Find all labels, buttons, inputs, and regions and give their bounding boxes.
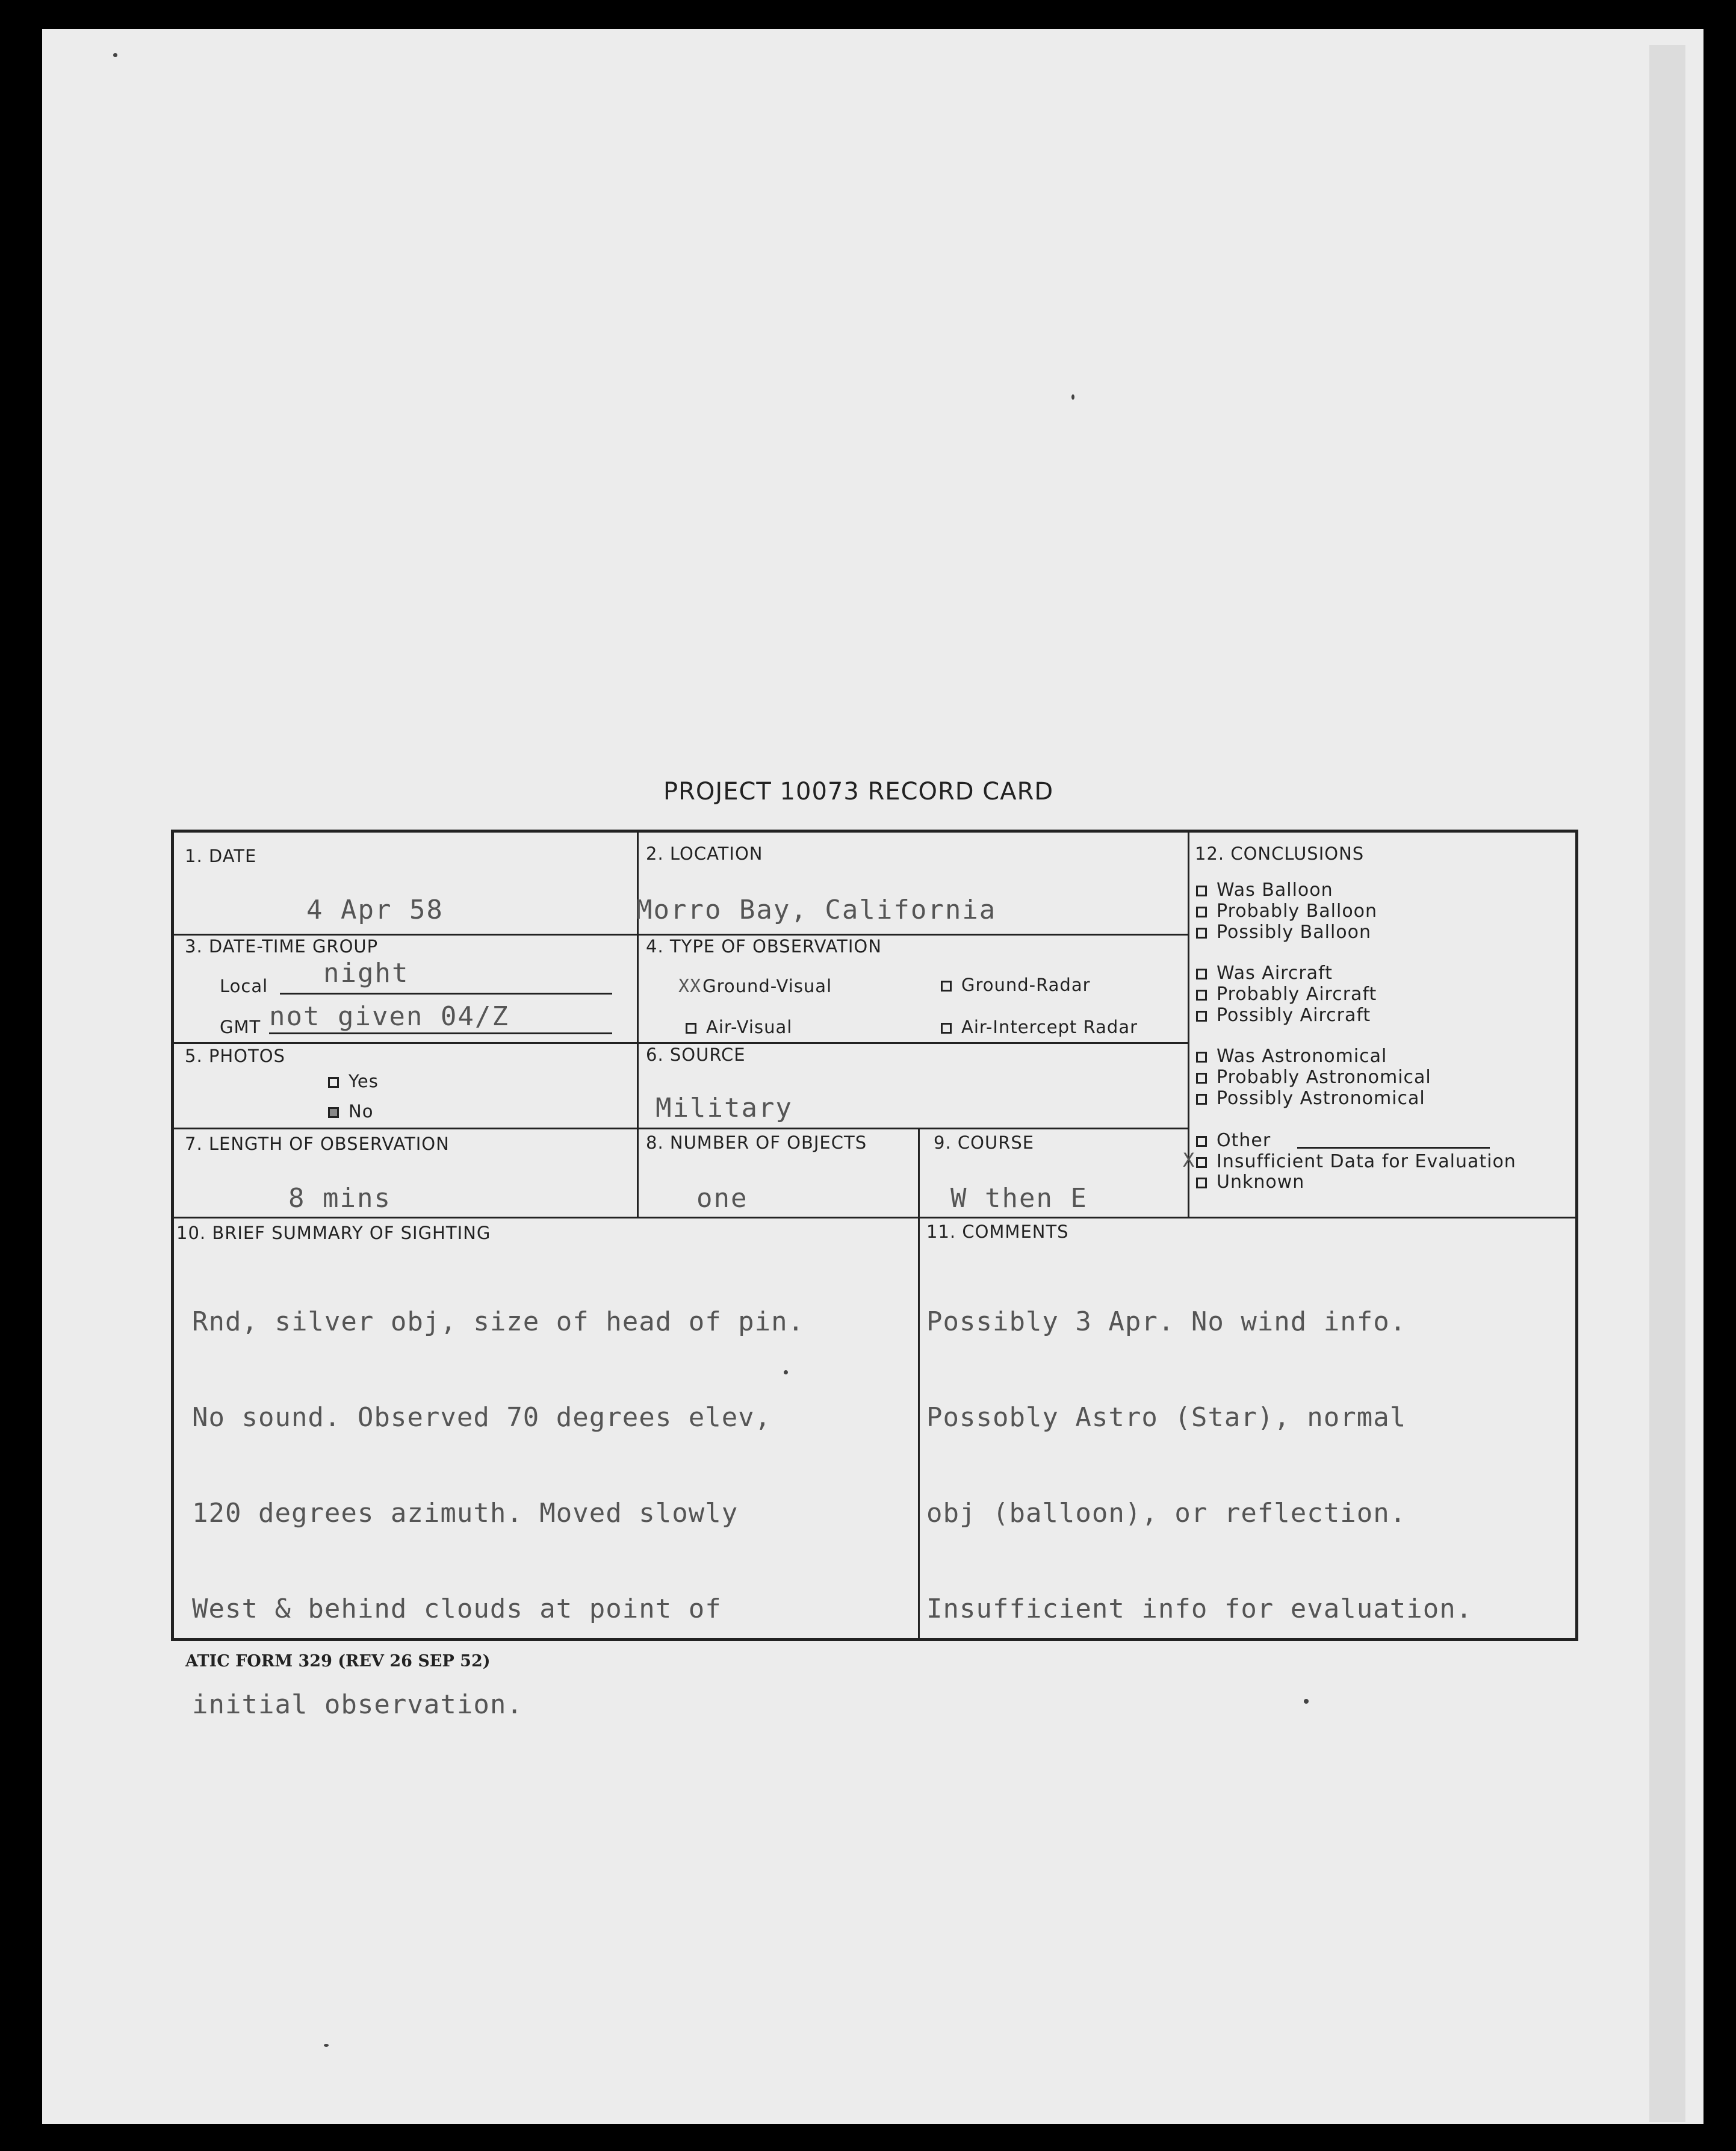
conclusion-label: Possibly Balloon [1217,922,1371,943]
summary-line: Rnd, silver obj, size of head of pin. [192,1306,805,1337]
checkbox-icon [686,1023,696,1034]
option-air-visual[interactable] [686,1017,792,1037]
conclusion-label: Possibly Astronomical [1217,1088,1425,1109]
course-label: 9. COURSE [934,1132,1035,1153]
source-label: 6. SOURCE [646,1044,746,1065]
location-value: Morro Bay, California [636,895,997,925]
checkbox-icon [1196,1052,1207,1063]
conclusion-label: Unknown [1217,1172,1305,1193]
date-value: 4 Apr 58 [306,895,444,925]
checkbox-icon [1196,990,1207,1001]
air-intercept-radar-label: Air-Intercept Radar [961,1017,1138,1037]
other-underline [1297,1147,1490,1149]
summary-line: West & behind clouds at point of [192,1594,722,1624]
option-ground-radar[interactable] [941,975,1091,995]
form-identifier: ATIC FORM 329 (REV 26 SEP 52) [185,1652,491,1671]
number-of-objects-value: one [696,1183,748,1214]
conclusion-probably-aircraft[interactable] [1196,984,1377,1005]
checkbox-icon [941,1023,952,1034]
dust-speck [324,2044,329,2047]
comment-line: obj (balloon), or reflection. [926,1498,1407,1529]
grid-line [174,1042,1188,1044]
course-value: W then E [950,1183,1088,1214]
summary-label: 10. BRIEF SUMMARY OF SIGHTING [176,1223,491,1243]
paper-edge-shadow [1649,45,1685,2122]
conclusion-probably-astronomical[interactable] [1196,1067,1431,1088]
checkbox-icon [1196,928,1207,939]
ground-radar-label: Ground-Radar [961,975,1091,995]
gmt-label: GMT [220,1017,261,1037]
summary-line: initial observation. [192,1689,523,1720]
conclusion-label: Was Astronomical [1217,1046,1387,1067]
conclusion-label: Other [1217,1130,1271,1151]
length-of-observation-value: 8 mins [288,1183,391,1214]
conclusion-unknown[interactable] [1196,1172,1304,1193]
conclusion-was-balloon[interactable] [1196,880,1333,901]
comments-label: 11. COMMENTS [926,1221,1069,1242]
grid-line [918,1128,920,1217]
conclusion-label: Was Balloon [1217,880,1333,901]
checkbox-icon [1196,1157,1207,1168]
ground-visual-label: Ground-Visual [702,976,832,996]
conclusion-label: Insufficient Data for Evaluation [1217,1151,1516,1172]
summary-text [192,1242,804,1784]
comment-line: Insufficient info for evaluation. [926,1594,1473,1624]
conclusion-was-aircraft[interactable] [1196,963,1333,984]
type-of-observation-label: 4. TYPE OF OBSERVATION [646,936,882,957]
number-of-objects-label: 8. NUMBER OF OBJECTS [646,1132,867,1153]
conclusions-label: 12. CONCLUSIONS [1195,843,1365,864]
conclusion-possibly-astronomical[interactable] [1196,1088,1425,1109]
checkbox-icon [1196,969,1207,979]
conclusion-insufficient-data[interactable] [1183,1149,1516,1172]
checkbox-icon [1196,1011,1207,1022]
air-visual-label: Air-Visual [706,1017,793,1037]
grid-line [174,1128,1188,1129]
source-value: Military [656,1093,793,1123]
grid-line [637,833,639,1217]
date-time-group-label: 3. DATE-TIME GROUP [185,936,379,957]
conclusion-label: Probably Astronomical [1217,1067,1431,1088]
conclusion-label: Possibly Aircraft [1217,1005,1371,1026]
conclusion-label: Was Aircraft [1217,963,1333,984]
conclusion-possibly-balloon[interactable] [1196,922,1371,943]
photos-yes-label: Yes [349,1071,379,1091]
comment-line: Possobly Astro (Star), normal [926,1402,1407,1433]
conclusion-probably-balloon[interactable] [1196,901,1377,922]
local-label: Local [220,976,268,996]
photos-no-label: No [349,1101,374,1122]
dust-speck [1304,1699,1309,1704]
conclusion-label: Probably Balloon [1217,901,1378,922]
photos-option-yes[interactable] [328,1071,379,1091]
checkbox-icon [1196,1178,1207,1188]
checkbox-icon [1196,886,1207,896]
comment-line: Possibly 3 Apr. No wind info. [926,1306,1407,1337]
photos-option-no[interactable] [328,1101,373,1122]
checkbox-icon [328,1077,339,1088]
grid-line [174,1217,1578,1218]
ground-visual-mark: XX [678,976,702,997]
option-air-intercept-radar[interactable] [941,1017,1138,1037]
local-underline [280,993,612,995]
dust-speck [113,53,117,57]
length-of-observation-label: 7. LENGTH OF OBSERVATION [185,1134,450,1154]
local-value: night [323,958,409,989]
checkbox-icon [1196,1094,1207,1105]
conclusion-label: Probably Aircraft [1217,984,1377,1005]
grid-line [918,1217,920,1641]
conclusion-other[interactable] [1196,1130,1271,1151]
checkbox-icon [1196,1136,1207,1147]
conclusion-possibly-aircraft[interactable] [1196,1005,1371,1026]
checkbox-icon [941,981,952,992]
card-title: PROJECT 10073 RECORD CARD [663,778,1054,805]
checked-mark: X [1183,1149,1195,1172]
checked-box-icon [328,1107,339,1118]
photos-label: 5. PHOTOS [185,1046,285,1066]
location-label: 2. LOCATION [646,843,763,864]
grid-line [174,934,1188,936]
gmt-underline [269,1032,612,1034]
date-label: 1. DATE [185,846,257,866]
conclusion-was-astronomical[interactable] [1196,1046,1387,1067]
summary-line: 120 degrees azimuth. Moved slowly [192,1498,739,1529]
comments-text [926,1242,1472,1689]
checkbox-icon [1196,1073,1207,1084]
summary-line: No sound. Observed 70 degrees elev, [192,1402,772,1433]
dust-speck [1071,394,1074,400]
option-ground-visual[interactable] [678,976,832,997]
gmt-value: not given 04/Z [269,1001,509,1032]
checkbox-icon [1196,907,1207,917]
